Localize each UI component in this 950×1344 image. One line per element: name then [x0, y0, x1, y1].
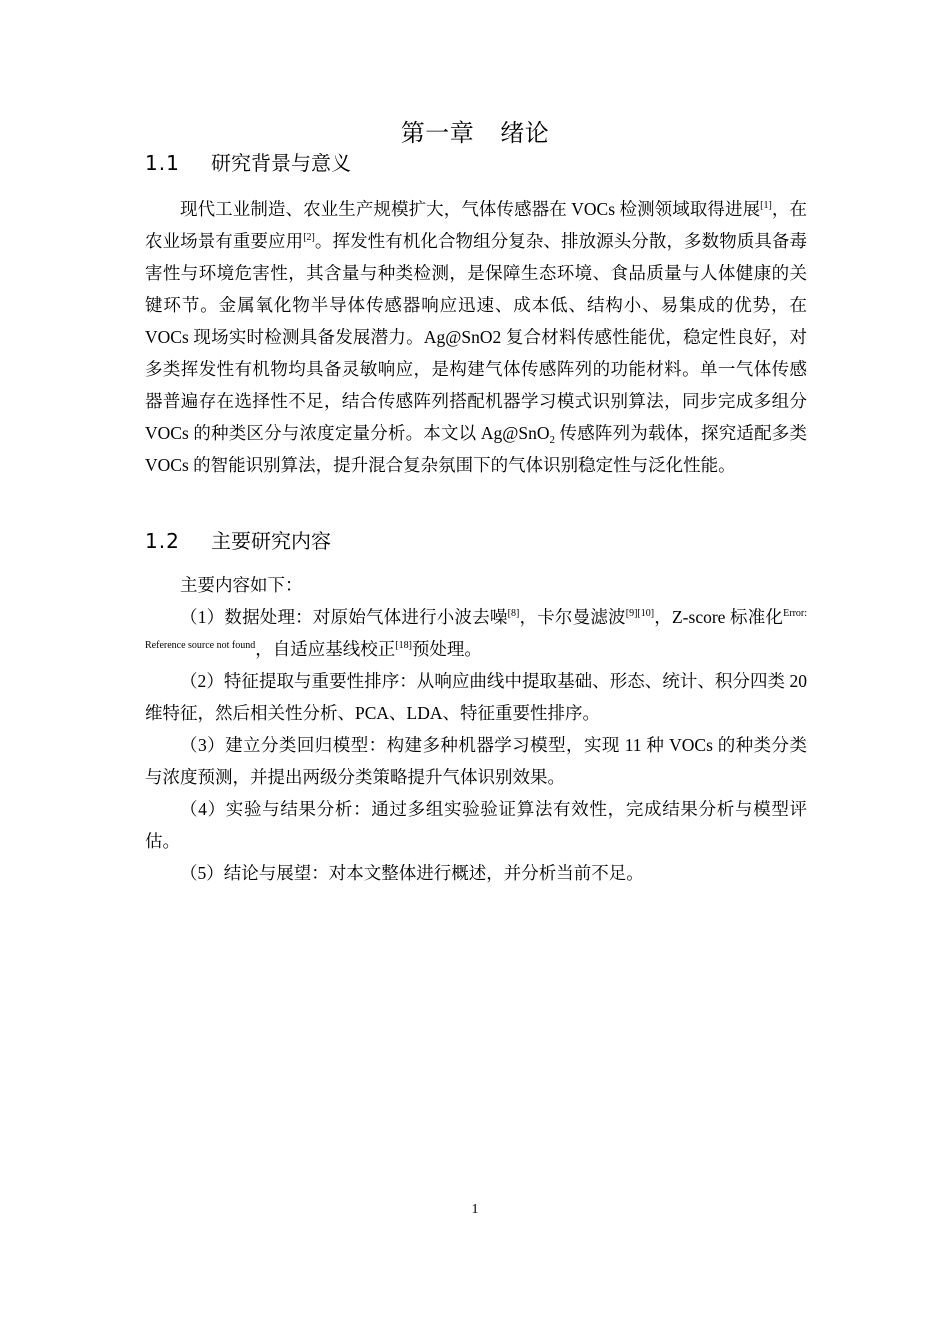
section-heading-1-2 — [145, 527, 331, 555]
background-paragraph — [145, 193, 807, 481]
citation-2[interactable]: [2] — [303, 232, 315, 243]
page-number: 1 — [471, 1202, 479, 1217]
item-text: 预处理。 — [411, 639, 482, 659]
item-text: ，卡尔曼滤波 — [519, 607, 626, 627]
chapter-title — [0, 116, 950, 150]
paragraph-text: 传感阵列为载体，探究适配多类 VOCs 的智能识别算法，提升混合复杂氛围下的气体识别稳定性与泛化性能。 — [145, 423, 807, 475]
section-number: 1.2 — [145, 529, 180, 553]
content-intro: 主要内容如下： — [180, 575, 303, 595]
paragraph-text: 现代工业制造、农业生产规模扩大，气体传感器在 VOCs 检测领域取得进展 — [180, 199, 761, 219]
chapter-label: 第一章 — [400, 119, 475, 147]
citation-1[interactable]: [1] — [760, 200, 772, 211]
section-number: 1.1 — [145, 151, 180, 175]
section-title: 研究背景与意义 — [211, 151, 351, 175]
paragraph-text: ，在农业场景有重要应用 — [145, 199, 807, 251]
citation-9-10[interactable]: [9][10] — [625, 608, 655, 619]
subscript-2: 2 — [549, 434, 555, 446]
item-text: ，自适应基线校正 — [255, 639, 396, 659]
item-text: ，Z-score 标准化 — [654, 607, 784, 627]
content-item-5: （5）结论与展望：对本文整体进行概述，并分析当前不足。 — [180, 863, 644, 883]
content-item-3: （3）建立分类回归模型：构建多种机器学习模型，实现 11 种 VOCs 的种类分类与浓度预测，并提出两级分类策略提升气体识别效果。 — [145, 735, 807, 787]
item-text: （1）数据处理：对原始气体进行小波去噪 — [180, 607, 508, 627]
citation-8[interactable]: [8] — [507, 608, 520, 619]
citation-18[interactable]: [18] — [395, 640, 412, 651]
content-item-4: （4）实验与结果分析：通过多组实验验证算法有效性，完成结果分析与模型评估。 — [145, 799, 807, 851]
content-item-2: （2）特征提取与重要性排序：从响应曲线中提取基础、形态、统计、积分四类 20 维特征，然后相关性分析、PCA、LDA、特征重要性排序。 — [145, 671, 807, 723]
citation-error: Error: Reference source not found — [145, 608, 808, 651]
section-1-1-body — [145, 193, 807, 481]
paragraph-text: 。挥发性有机化合物组分复杂、排放源头分散，多数物质具备毒害性与环境危害性，其含量与种类检测，是保障生态环境、食品质量与人体健康的关键环节。金属氧化物半导体传感器响应迅速、成本低、结构小、易集成的优势，在 VOCs 现场实时检测具备发展潜力。Ag@SnO2 复合材料传感性能优，稳定性良好，对多类挥发性有机物均具备灵敏响应，是构建气体传感阵列的功能材料。单一气体传感器普遍存在选择性不足，结合传感阵列搭配机器学习模式识别算法，同步完成多组分 VOCs 的种类区分与浓度定量分析。本文以 Ag@SnO — [145, 231, 807, 443]
section-1-2-body — [145, 569, 807, 889]
chapter-name: 绪论 — [500, 119, 550, 147]
content-item-1 — [145, 601, 807, 665]
section-title: 主要研究内容 — [211, 529, 331, 553]
section-heading-1-1 — [145, 149, 351, 177]
